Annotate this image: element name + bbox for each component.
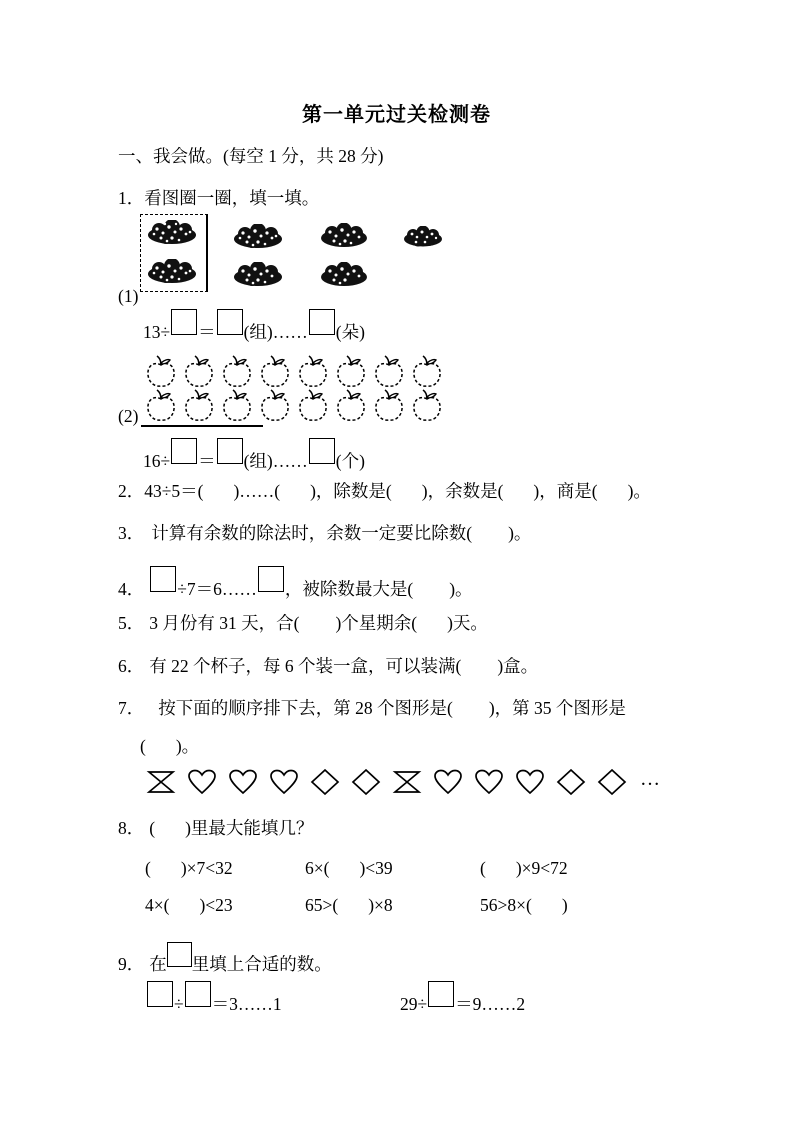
- question-4-number: 4．: [118, 579, 145, 599]
- question-7: [118, 700, 626, 718]
- expr-post: )×9<72: [515, 858, 568, 878]
- apple-icon: [219, 355, 255, 389]
- apple-figure: [143, 355, 453, 427]
- q9-part-b: 里填上合适的数。: [191, 954, 332, 974]
- diamond-icon: [556, 768, 586, 796]
- q8-expression-5: [305, 897, 393, 915]
- page-title: 第一单元过关检测卷: [302, 102, 491, 126]
- dividend-16: 16÷: [143, 451, 171, 471]
- flower-icon: [146, 220, 198, 246]
- q8-expression-1: [145, 860, 233, 878]
- question-2: [118, 483, 651, 501]
- question-9: [118, 948, 332, 974]
- question-1: [118, 190, 319, 208]
- apple-icon: [181, 355, 217, 389]
- bowtie-icon: [392, 768, 422, 796]
- q7-part-c: (: [140, 736, 146, 756]
- expr-post: )<23: [199, 895, 233, 915]
- answer-box[interactable]: [167, 942, 192, 967]
- answer-box[interactable]: [171, 438, 197, 464]
- q8-expression-3: [480, 860, 568, 878]
- dividend-13: 13÷: [143, 322, 171, 342]
- answer-box[interactable]: [258, 566, 284, 592]
- expr-post: ): [561, 895, 568, 915]
- apple-icon: [143, 389, 179, 423]
- q7-part-a: 按下面的顺序排下去，第 28 个图形是(: [158, 698, 453, 718]
- answer-box[interactable]: [309, 438, 335, 464]
- apple-icon: [295, 355, 331, 389]
- answer-box[interactable]: [171, 309, 197, 335]
- unit-flower: (朵): [335, 322, 365, 342]
- expr-pre: 4×(: [145, 895, 170, 915]
- heart-icon: [228, 768, 258, 796]
- answer-box[interactable]: [309, 309, 335, 335]
- answer-box[interactable]: [147, 981, 173, 1007]
- q2-part-e: )，商是(: [533, 481, 598, 501]
- question-8-number: 8．: [118, 818, 145, 838]
- answer-box[interactable]: [150, 566, 176, 592]
- q2-part-a: 43÷5＝(: [144, 481, 204, 501]
- division-sign: ÷: [174, 994, 184, 1014]
- sequence-ellipsis: …: [640, 767, 662, 790]
- diamond-icon: [310, 768, 340, 796]
- equation-tail: ＝9……2: [455, 994, 526, 1014]
- apple-icon: [257, 355, 293, 389]
- question-7-number: 7．: [118, 698, 145, 718]
- heart-icon: [187, 768, 217, 796]
- q9-equation-1: [146, 988, 282, 1014]
- question-1-number: 1．: [118, 188, 145, 208]
- q7-part-d: )。: [175, 736, 200, 756]
- answer-box[interactable]: [185, 981, 211, 1007]
- q8-expression-4: [145, 897, 233, 915]
- subitem-2-equation: [143, 445, 365, 471]
- expr-pre: 56>8×(: [480, 895, 532, 915]
- apple-icon: [371, 355, 407, 389]
- apple-icon: [219, 389, 255, 423]
- answer-box[interactable]: [217, 438, 243, 464]
- flower-icon: [318, 223, 370, 249]
- answer-box[interactable]: [217, 309, 243, 335]
- expr-post: )×7<32: [180, 858, 233, 878]
- subitem-1-label: (1): [118, 286, 139, 306]
- equation-tail: ＝3……1: [211, 994, 282, 1014]
- q5-part-a: 3 月份有 31 天，合(: [149, 613, 300, 633]
- q2-part-c: )，除数是(: [310, 481, 392, 501]
- apple-icon: [143, 355, 179, 389]
- question-7-continued: [140, 738, 199, 756]
- q4-part-a: ÷7＝6……: [177, 579, 257, 599]
- shape-sequence: [146, 762, 662, 802]
- q9-part-a: 在: [149, 954, 167, 974]
- apple-icon: [295, 389, 331, 423]
- q6-part-b: )盒。: [497, 656, 539, 676]
- unit-group: (组): [243, 322, 273, 342]
- q6-part-a: 有 22 个杯子，每 6 个装一盒，可以装满(: [149, 656, 462, 676]
- apple-icon: [257, 389, 293, 423]
- flower-icon: [146, 259, 198, 285]
- q4-part-b: ，被除数最大是(: [284, 579, 414, 599]
- q2-part-f: )。: [627, 481, 651, 501]
- question-3: [118, 525, 531, 543]
- heart-icon: [269, 768, 299, 796]
- q7-part-b: )，第 35 个图形是: [488, 698, 626, 718]
- q8-part-a: (: [149, 818, 156, 838]
- remainder-dots: ……: [272, 451, 308, 471]
- expr-pre: 65>(: [305, 895, 339, 915]
- remainder-dots: ……: [272, 322, 308, 342]
- question-9-number: 9．: [118, 954, 145, 974]
- unit-group: (组): [243, 451, 273, 471]
- question-6-number: 6．: [118, 656, 145, 676]
- bowtie-icon: [146, 768, 176, 796]
- expr-pre: (: [480, 858, 486, 878]
- heart-icon: [515, 768, 545, 796]
- unit-piece: (个): [335, 451, 365, 471]
- expr-pre: (: [145, 858, 151, 878]
- apple-icon: [409, 355, 445, 389]
- flower-icon: [318, 262, 370, 288]
- flower-icon: [232, 224, 284, 250]
- equals-sign: ＝: [198, 322, 216, 342]
- apple-icon: [181, 389, 217, 423]
- equation-head: 29÷: [400, 994, 428, 1014]
- q9-equation-2: [400, 988, 525, 1014]
- heart-icon: [433, 768, 463, 796]
- diamond-icon: [597, 768, 627, 796]
- answer-box[interactable]: [428, 981, 454, 1007]
- flower-cluster-figure: [140, 218, 440, 298]
- q4-part-c: )。: [449, 579, 473, 599]
- apple-icon: [333, 355, 369, 389]
- q8-part-b: )里最大能填几？: [185, 818, 314, 838]
- question-8: [118, 820, 313, 838]
- diamond-icon: [351, 768, 381, 796]
- question-2-number: 2．: [118, 481, 145, 501]
- subitem-1-equation: [143, 316, 365, 342]
- question-5: [118, 615, 488, 633]
- q2-part-b: )……(: [233, 481, 281, 501]
- q5-part-b: )个星期余(: [335, 613, 418, 633]
- expr-post: )×8: [368, 895, 393, 915]
- expr-post: )<39: [359, 858, 393, 878]
- q5-part-c: )天。: [447, 613, 488, 633]
- q3-part-a: 计算有余数的除法时，余数一定要比除数(: [151, 523, 473, 543]
- question-4: [118, 573, 473, 599]
- question-5-number: 5．: [118, 613, 145, 633]
- flower-icon: [402, 226, 444, 252]
- question-1-text: 看图圈一圈，填一填。: [144, 188, 320, 208]
- heart-icon: [474, 768, 504, 796]
- expr-pre: 6×(: [305, 858, 330, 878]
- group-underline: [141, 425, 263, 427]
- apple-icon: [333, 389, 369, 423]
- q8-expression-6: [480, 897, 568, 915]
- question-6: [118, 658, 538, 676]
- subitem-2-label: (2): [118, 406, 139, 426]
- question-3-number: 3．: [118, 523, 145, 543]
- apple-icon: [371, 389, 407, 423]
- q2-part-d: )，余数是(: [421, 481, 504, 501]
- apple-icon: [409, 389, 445, 423]
- q3-part-b: )。: [508, 523, 532, 543]
- flower-icon: [232, 262, 284, 288]
- q8-expression-2: [305, 860, 393, 878]
- section-heading: 一、我会做。(每空 1 分，共 28 分): [118, 146, 384, 166]
- equals-sign: ＝: [198, 451, 216, 471]
